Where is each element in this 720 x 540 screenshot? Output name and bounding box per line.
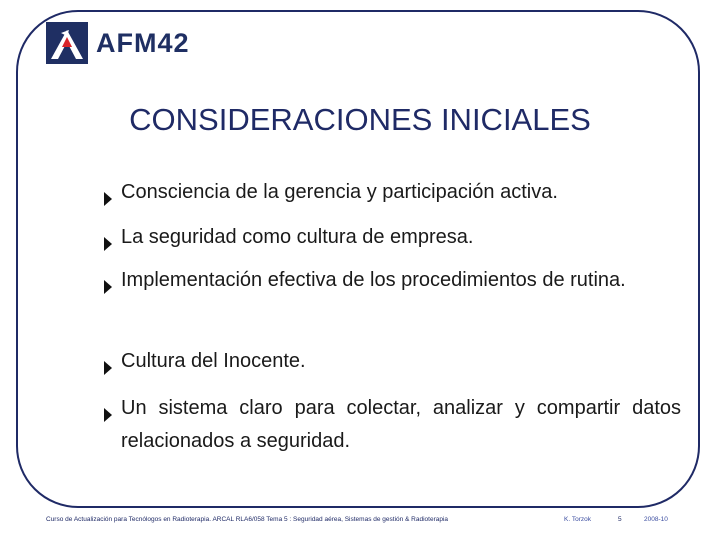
bullet-text: La seguridad como cultura de empresa. [121,226,474,248]
triangle-right-icon [103,354,117,387]
triangle-right-icon [103,230,117,263]
list-item [103,221,681,263]
logo-text: AFM42 [96,27,190,58]
triangle-right-icon [103,185,117,218]
logo [46,22,190,64]
afm-logo-icon [46,22,88,64]
footer-course: Curso de Actualización para Tecnólogos en Radioterapia. ARCAL RLA6/058 Tema 5 : Seguridad aérea, Sistemas de gestión & Radioterapia [46,516,449,523]
list-item [103,176,681,218]
page-title: CONSIDERACIONES INICIALES [129,102,591,137]
footer-page-number: 5 [618,516,622,523]
footer-author: K. Torzok [564,516,591,523]
footer-date: 2008-10 [644,516,668,523]
list-item [103,264,681,306]
triangle-right-icon [103,273,117,306]
triangle-right-icon [103,401,117,434]
list-item [103,345,681,387]
bullet-text: Cultura del Inocente. [121,350,306,372]
bullet-text: Consciencia de la gerencia y participación activa. [121,181,558,203]
list-item [103,392,681,458]
bullet-text: Un sistema claro para colectar, analizar y compartir datos relacionados a seguridad. [121,397,681,452]
bullet-text: Implementación efectiva de los procedimientos de rutina. [121,269,626,291]
